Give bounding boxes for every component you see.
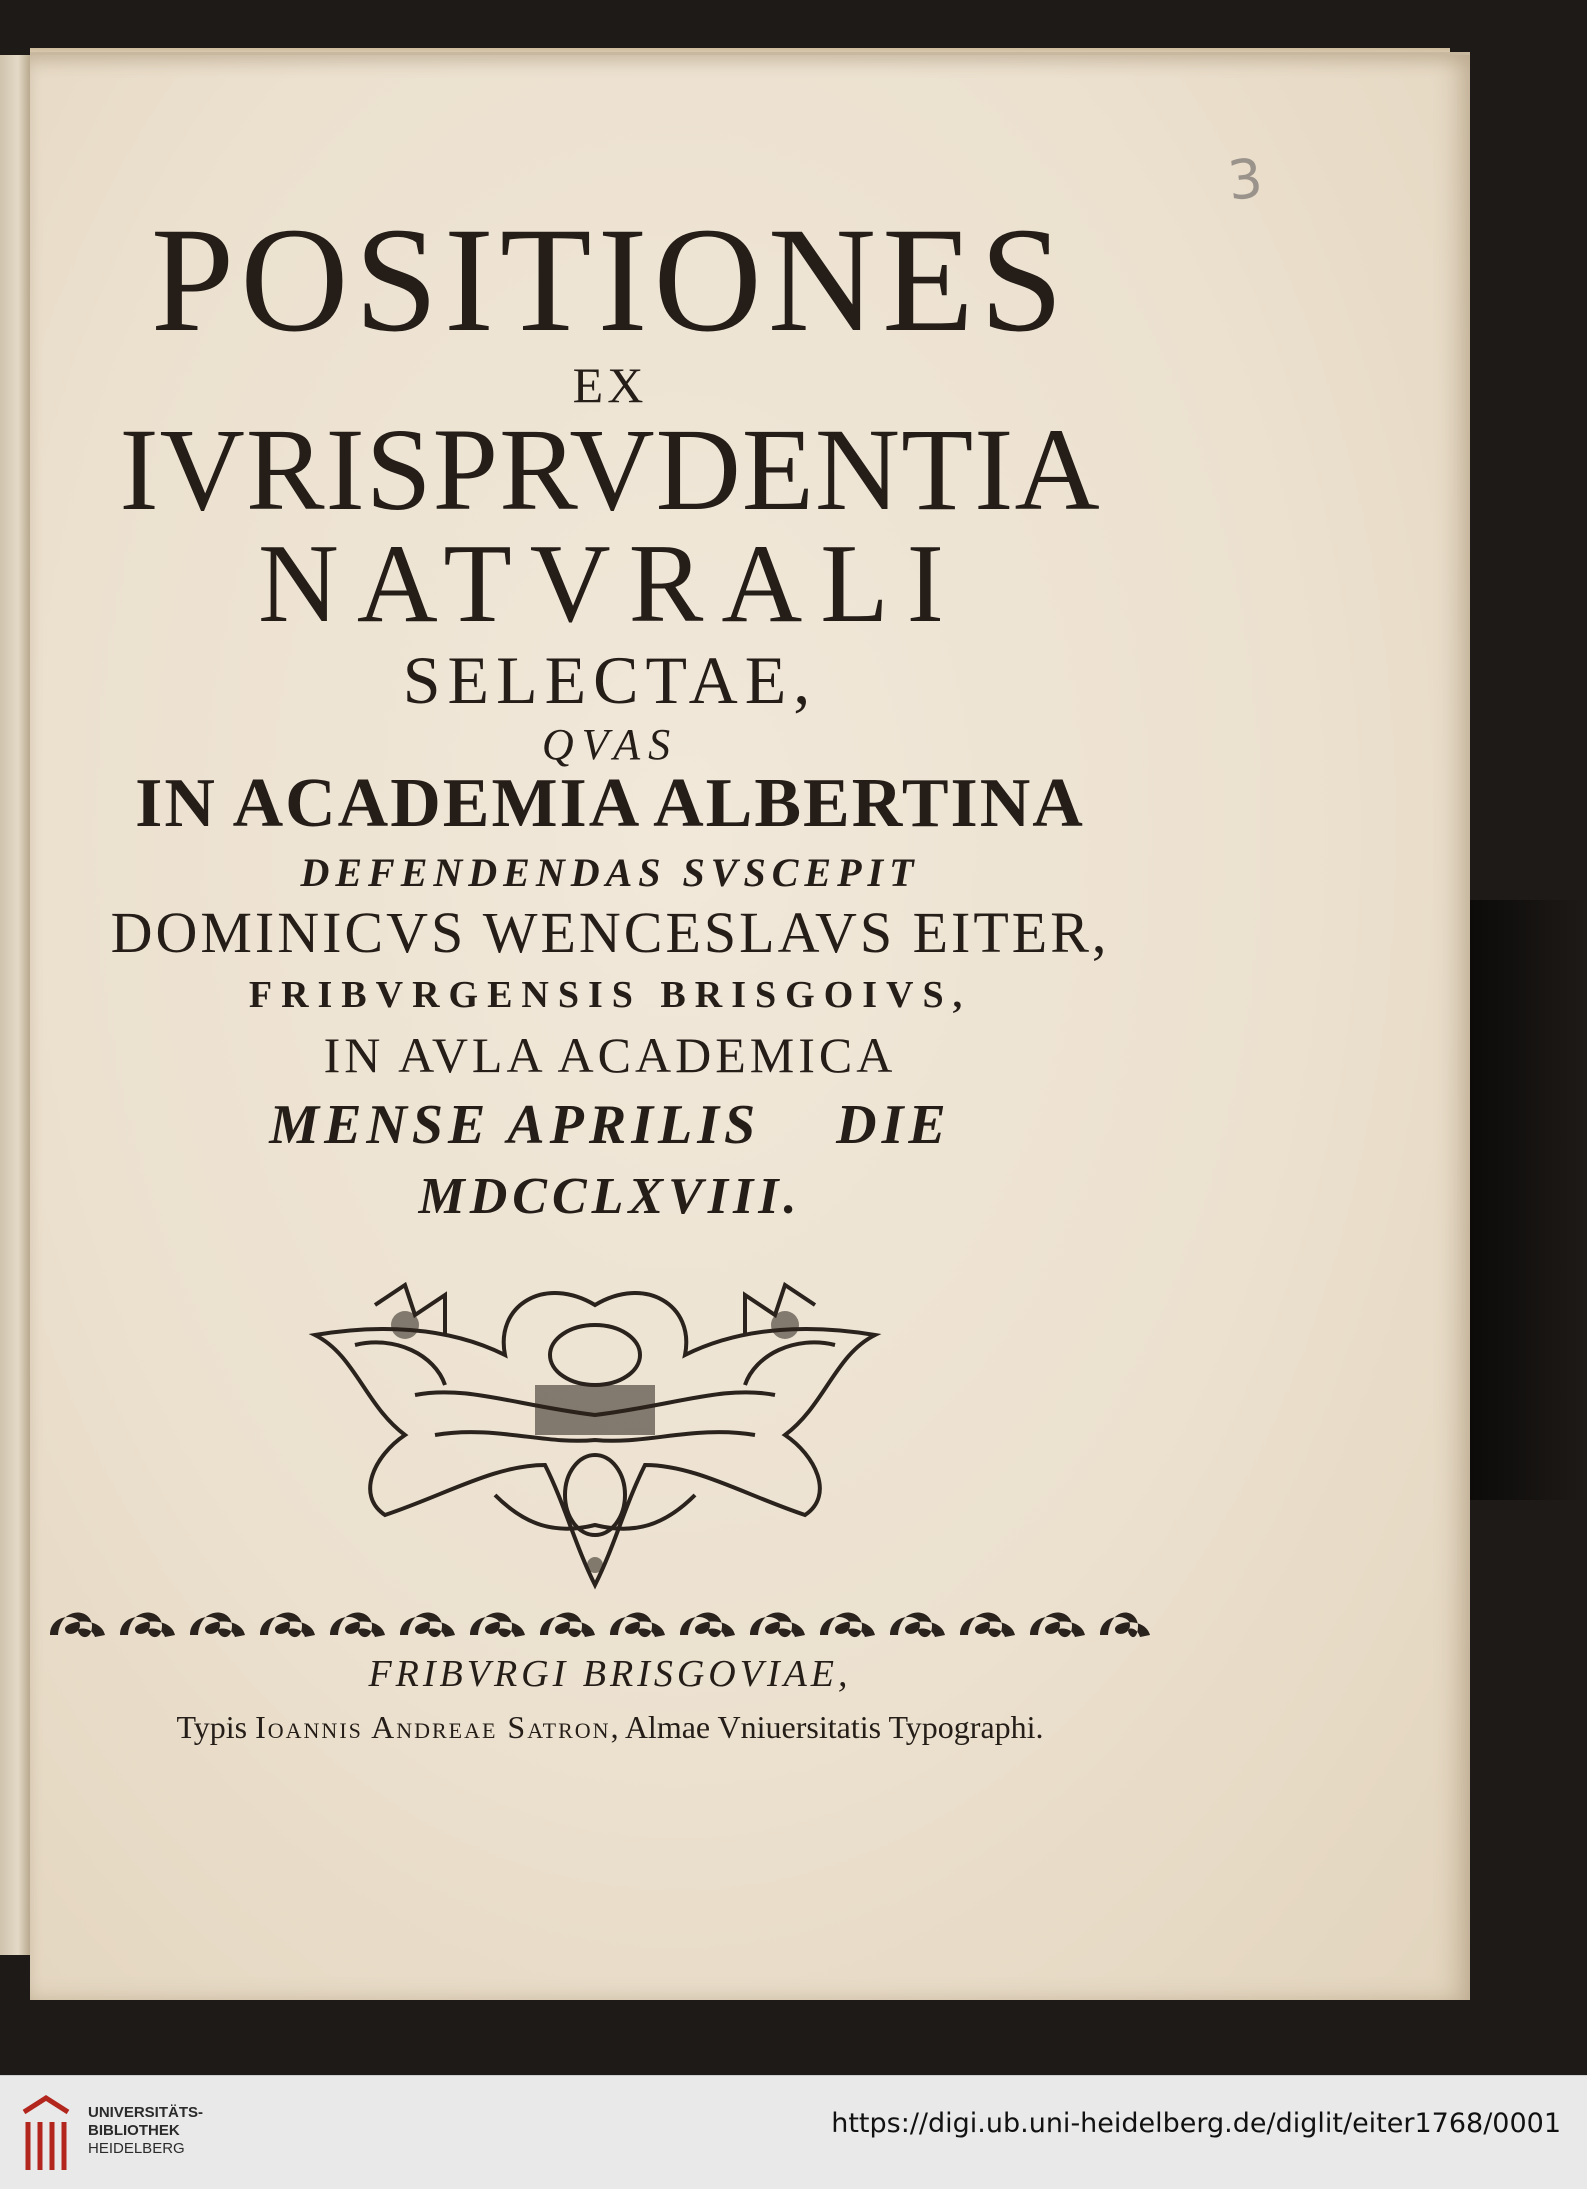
imprint-prefix: Typis [176, 1709, 248, 1745]
printer-ornament [295, 1265, 895, 1595]
title-line-mense: MENSE APRILIS DIE [269, 1094, 951, 1156]
library-logo-icon [18, 2092, 74, 2176]
permalink-url[interactable]: https://digi.ub.uni-heidelberg.de/diglit/eiter1768/0001 [831, 2108, 1561, 2139]
title-line-selectae: SELECTAE, [402, 642, 818, 718]
title-line-naturali: NATVRALI [258, 522, 962, 646]
title-line-aula: IN AVLA ACADEMICA [323, 1027, 897, 1083]
title-line-academia: IN ACADEMIA ALBERTINA [135, 765, 1085, 842]
logo-line-1: UNIVERSITÄTS- [88, 2104, 204, 2121]
background-shadow [1470, 900, 1587, 1500]
pencil-page-number: 3 [1224, 146, 1266, 213]
ornamental-border [40, 1605, 1160, 1645]
viewer-footer [0, 2075, 1587, 2189]
title-line-positiones: POSITIONES [150, 197, 1070, 363]
title-line-quas: QVAS [541, 720, 679, 769]
logo-line-2: BIBLIOTHEK [88, 2122, 180, 2139]
author-name: DOMINICVS WENCESLAVS EITER, [110, 900, 1110, 965]
logo-line-3: HEIDELBERG [88, 2140, 185, 2157]
library-logo-text [88, 2104, 203, 2158]
title-line-iurisprudentia: IVRISPRVDENTIA [119, 404, 1101, 535]
printer-name: Ioannis Andreae Satron [255, 1709, 611, 1745]
author-origin: FRIBVRGENSIS BRISGOIVS, [248, 974, 972, 1016]
title-line-ex: EX [572, 357, 648, 413]
imprint-suffix: , Almae Vniuersitatis Typographi. [610, 1709, 1044, 1745]
imprint-place: FRIBVRGI BRISGOVIAE, [368, 1653, 852, 1695]
title-line-defendendas: DEFENDENDAS SVSCEPIT [300, 850, 920, 895]
previous-page-edge [0, 55, 31, 1955]
imprint-printer-line [20, 1706, 1200, 1748]
publication-year: MDCCLXVIII. [418, 1168, 802, 1225]
